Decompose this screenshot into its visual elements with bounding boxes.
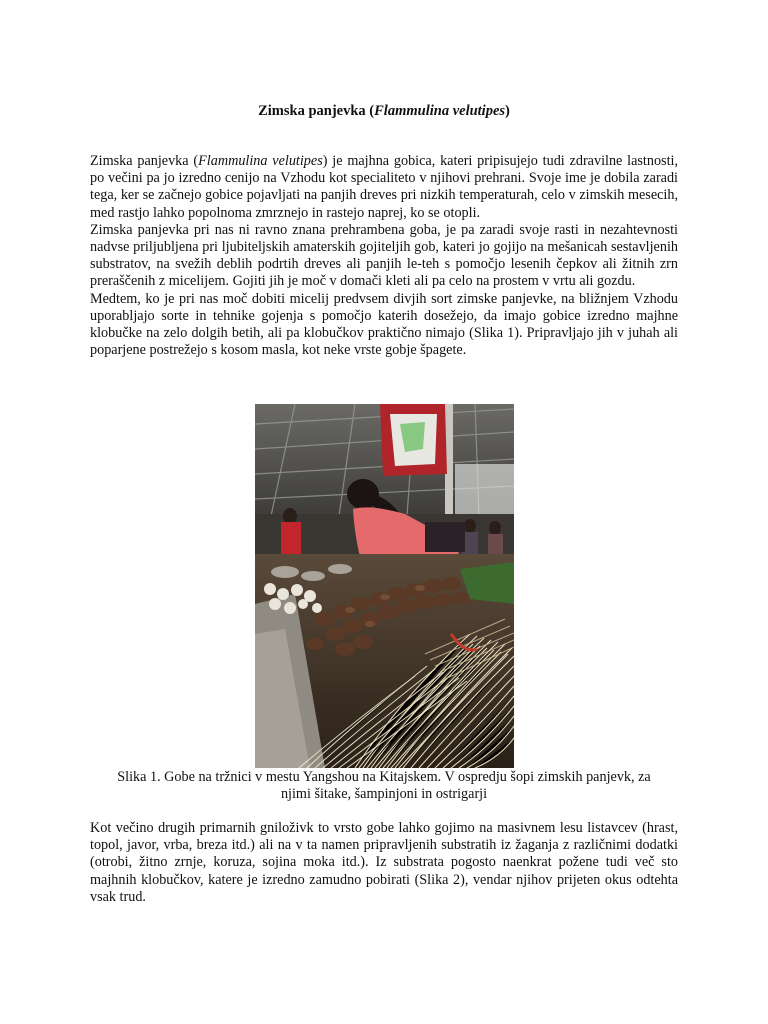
paragraph-2: Zimska panjevka pri nas ni ravno znana prehrambena goba, je pa zaradi svoje rasti in nezahtevnosti nadvse priljubljena pri ljubiteljskih amaterskih gojiteljih gob, kateri jo gojijo na mešanicah sestavljenih substratov, na svežih deblih podrtih dreves ali panjih le-teh s pomočjo lesenih čepkov ali žitnih zrn preraščenih z micelijem. Gojiti jih je moč v domači kleti ali pa celo na prostem v vrtu ali gozdu. (90, 221, 678, 290)
paragraph-3: Medtem, ko je pri nas moč dobiti micelij predvsem divjih sort zimske panjevke, na bližnjem Vzhodu uporabljajo sorte in tehnike gojenja s pomočjo katerih dosežejo, da imajo gobice izredno majhne klobučke na zelo dolgih betih, ali pa klobučkov praktično nimajo (Slika 1). Pripravljajo jih v juhah ali poparjene postrežejo s kosom masla, kot neke vrste gobje špagete. (90, 290, 678, 359)
paragraph-1: Zimska panjevka (Flammulina velutipes) je majhna gobica, kateri pripisujejo tudi zdravilne lastnosti, po večini pa jo izredno cenijo na Vzhodu kot specialiteto v njihovi prehrani. Svoje ime je dobila zaradi tega, ker se začnejo gobice pojavljati na panjih dreves pri nizkih temperaturah, celo v zimskih mesecih, med rastjo lahko popolnoma zmrznejo in rastejo naprej, ko se otopli. (90, 153, 678, 221)
page-title (0, 102, 768, 120)
title-latin-name: Flammulina velutipes (374, 103, 506, 119)
paragraph-4: Kot večino drugih primarnih gniloživk to vrsto gobe lahko gojimo na masivnem lesu listavcev (hrast, topol, javor, vrba, breza itd.) ali na v ta namen pripravljenih substratih iz žaganja z različnimi dodatki (otrobi, žitno zrnje, koruza, sojina moka itd.). Iz substrata pogosto naenkrat požene tudi več sto majhnih klobučkov, katere je izredno zamudno pobirati (Slika 2), vendar njihov prijeten okus odtehta vsak trud. (90, 820, 678, 905)
caption-line-2: njimi šitake, šampinjoni in ostrigarji (280, 786, 488, 803)
intro-text (90, 153, 678, 359)
market-photo (255, 404, 514, 768)
title-end: ) (505, 103, 510, 119)
latin-name: Flammulina velutipes (198, 153, 323, 169)
figure-caption (84, 769, 684, 803)
caption-line-1: Slika 1. Gobe na tržnici v mestu Yangshou na Kitajskem. V ospredju šopi zimskih panjevk, za (117, 769, 651, 785)
outro-text (90, 820, 678, 906)
title-text: Zimska panjevka ( (258, 103, 375, 119)
market-photo-illustration (255, 404, 514, 768)
